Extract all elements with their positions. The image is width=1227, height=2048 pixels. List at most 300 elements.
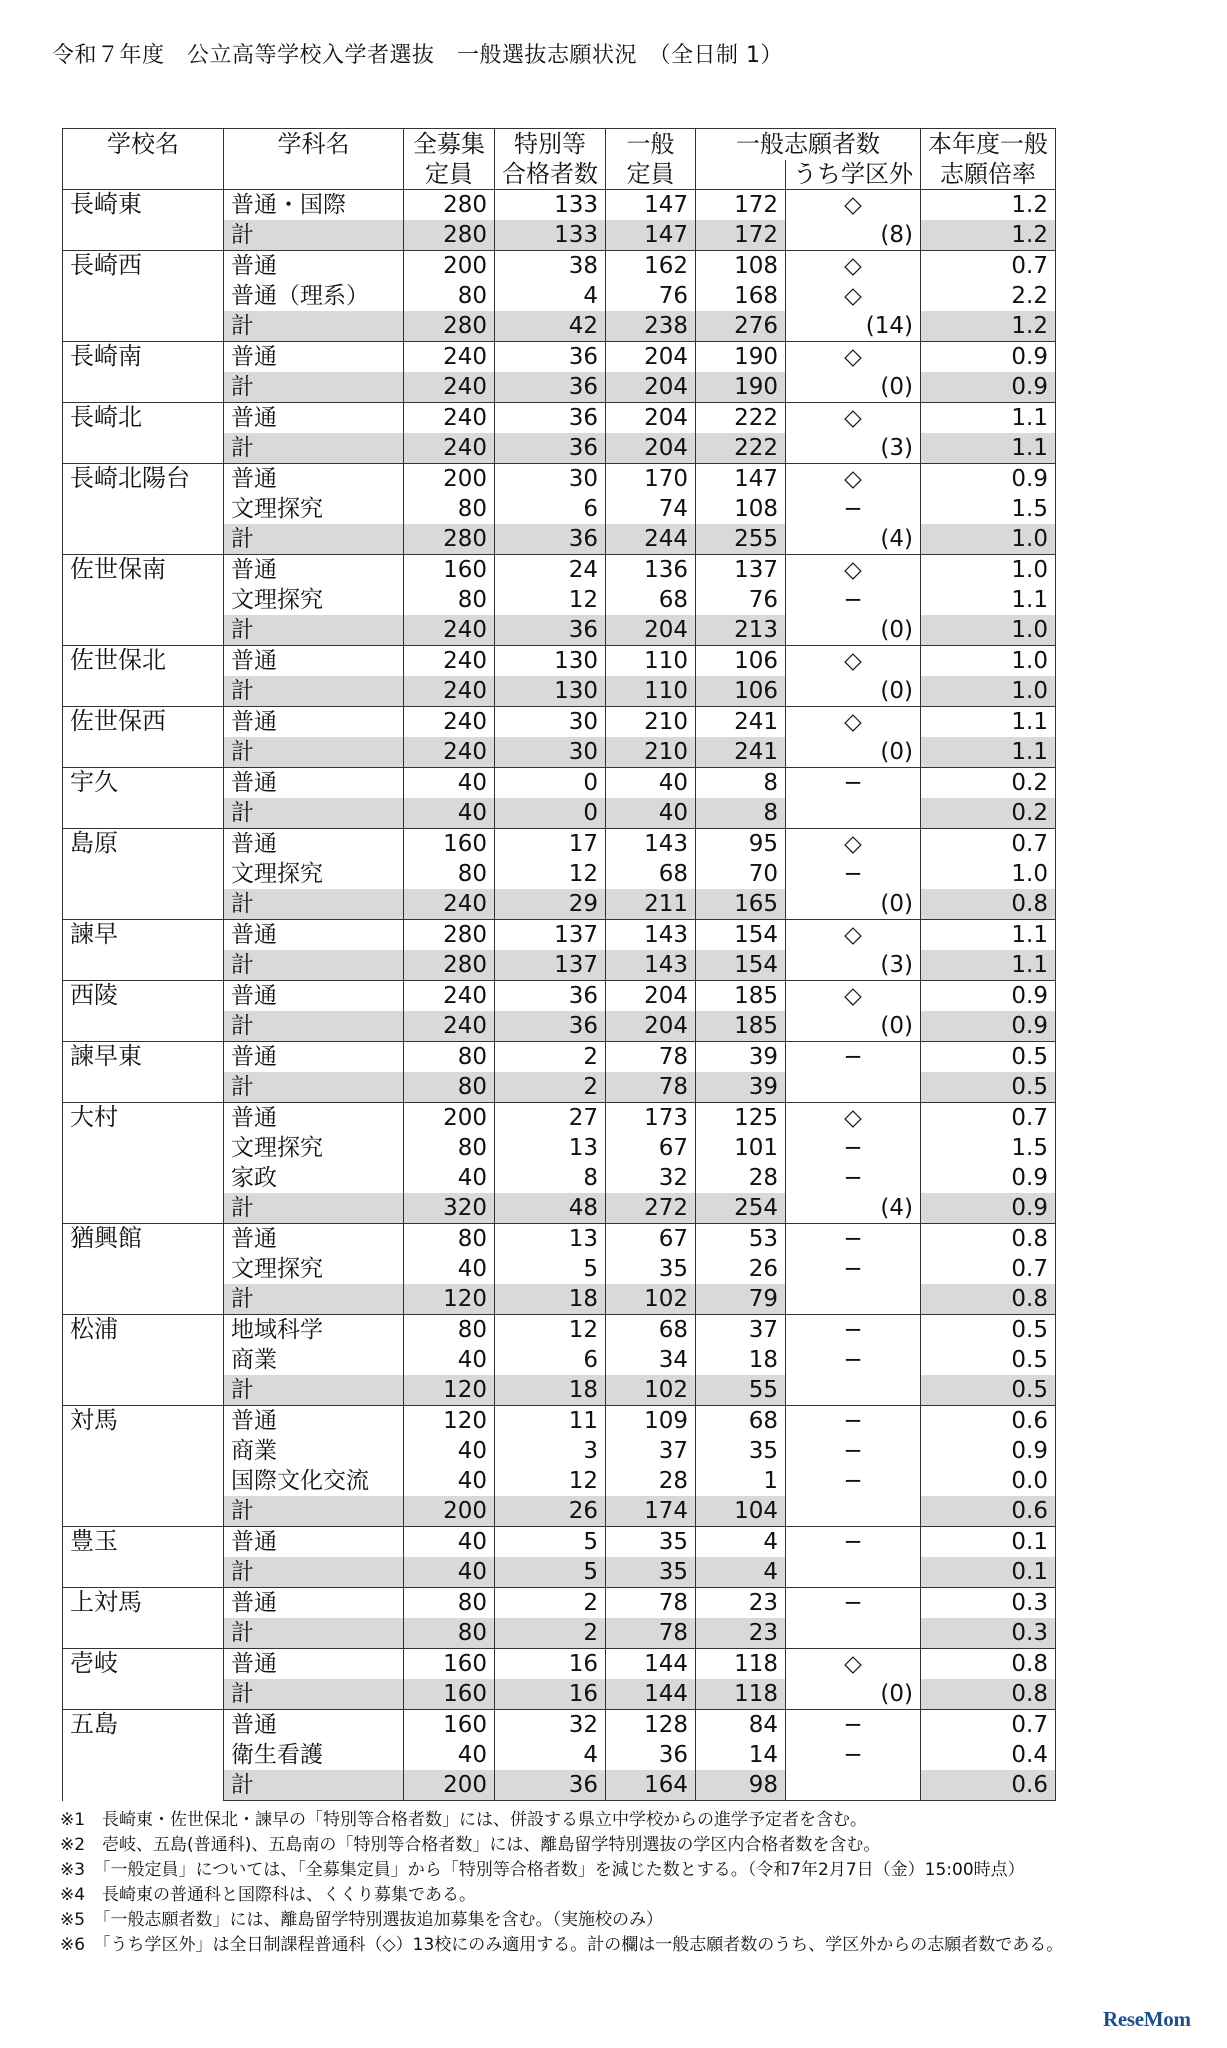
table-row <box>63 920 1056 951</box>
applicants-cell: 190 <box>696 372 786 403</box>
outside-cell: (0) <box>786 615 921 646</box>
dept-name: 普通 <box>224 920 404 951</box>
dept-name: 計 <box>224 1618 404 1649</box>
applicants-cell: 185 <box>696 981 786 1012</box>
applicants-cell: 165 <box>696 889 786 920</box>
special-cell: 137 <box>495 920 606 951</box>
table-row <box>63 1588 1056 1619</box>
general-cell: 68 <box>606 585 696 615</box>
general-cell: 68 <box>606 859 696 889</box>
outside-cell: ◇ <box>786 981 921 1012</box>
resemom-logo: ReseMom <box>1103 2007 1191 2031</box>
capacity-cell: 240 <box>404 342 495 373</box>
capacity-cell: 120 <box>404 1375 495 1406</box>
outside-cell: − <box>786 1466 921 1496</box>
header-rate: 本年度一般 <box>921 129 1056 161</box>
general-cell: 204 <box>606 1011 696 1042</box>
rate-cell: 0.7 <box>921 1103 1056 1134</box>
outside-cell <box>786 1496 921 1527</box>
applicants-cell: 68 <box>696 1406 786 1437</box>
outside-cell: (4) <box>786 524 921 555</box>
special-cell: 36 <box>495 1770 606 1801</box>
table-row <box>63 1406 1056 1437</box>
outside-cell <box>786 1557 921 1588</box>
outside-cell: ◇ <box>786 646 921 677</box>
rate-cell: 1.2 <box>921 190 1056 221</box>
dept-name: 普通 <box>224 1224 404 1255</box>
header-school-blank <box>63 160 224 190</box>
dept-name: 普通（理系） <box>224 281 404 311</box>
table-row <box>63 190 1056 221</box>
general-cell: 110 <box>606 646 696 677</box>
footnotes <box>60 1808 1063 1958</box>
special-cell: 11 <box>495 1406 606 1437</box>
rate-cell: 1.2 <box>921 311 1056 342</box>
capacity-cell: 320 <box>404 1193 495 1224</box>
school-name: 佐世保南 <box>63 555 224 646</box>
school-name: 五島 <box>63 1710 224 1801</box>
rate-cell: 0.9 <box>921 1011 1056 1042</box>
outside-cell: ◇ <box>786 342 921 373</box>
header-dept: 学科名 <box>224 129 404 161</box>
rate-cell: 0.1 <box>921 1557 1056 1588</box>
table-row <box>63 1649 1056 1680</box>
special-cell: 0 <box>495 798 606 829</box>
capacity-cell: 80 <box>404 1072 495 1103</box>
applicants-cell: 28 <box>696 1163 786 1193</box>
dept-name: 計 <box>224 1072 404 1103</box>
outside-cell: ◇ <box>786 281 921 311</box>
school-name: 長崎南 <box>63 342 224 403</box>
applicants-cell: 23 <box>696 1618 786 1649</box>
rate-cell: 0.5 <box>921 1315 1056 1346</box>
rate-cell: 0.7 <box>921 829 1056 860</box>
outside-cell: ◇ <box>786 251 921 282</box>
outside-cell: (8) <box>786 220 921 251</box>
dept-name: 普通 <box>224 342 404 373</box>
special-cell: 6 <box>495 1345 606 1375</box>
dept-name: 文理探究 <box>224 1254 404 1284</box>
capacity-cell: 280 <box>404 311 495 342</box>
applicants-cell: 108 <box>696 251 786 282</box>
dept-name: 計 <box>224 220 404 251</box>
capacity-cell: 240 <box>404 403 495 434</box>
school-name: 長崎北陽台 <box>63 464 224 555</box>
rate-cell: 0.8 <box>921 1679 1056 1710</box>
special-cell: 5 <box>495 1254 606 1284</box>
school-name: 佐世保西 <box>63 707 224 768</box>
outside-cell: − <box>786 1740 921 1770</box>
table-row <box>63 403 1056 434</box>
school-name: 宇久 <box>63 768 224 829</box>
dept-name: 計 <box>224 1193 404 1224</box>
special-cell: 36 <box>495 981 606 1012</box>
dept-name: 計 <box>224 889 404 920</box>
header-capacity: 全募集 <box>404 129 495 161</box>
rate-cell: 1.0 <box>921 676 1056 707</box>
school-name: 豊玉 <box>63 1527 224 1588</box>
general-cell: 210 <box>606 737 696 768</box>
applicants-cell: 1 <box>696 1466 786 1496</box>
dept-name: 普通 <box>224 1710 404 1741</box>
applicants-cell: 35 <box>696 1436 786 1466</box>
applicants-cell: 108 <box>696 494 786 524</box>
capacity-cell: 240 <box>404 981 495 1012</box>
special-cell: 3 <box>495 1436 606 1466</box>
general-cell: 102 <box>606 1375 696 1406</box>
capacity-cell: 40 <box>404 1254 495 1284</box>
general-cell: 32 <box>606 1163 696 1193</box>
capacity-cell: 280 <box>404 190 495 221</box>
rate-cell: 0.4 <box>921 1740 1056 1770</box>
dept-name: 計 <box>224 1496 404 1527</box>
applicants-cell: 276 <box>696 311 786 342</box>
page-title: 令和７年度 公立高等学校入学者選抜 一般選抜志願状況 （全日制 1） <box>52 43 783 68</box>
school-name: 長崎西 <box>63 251 224 342</box>
rate-cell: 0.9 <box>921 1436 1056 1466</box>
rate-cell: 0.9 <box>921 342 1056 373</box>
outside-cell: ◇ <box>786 190 921 221</box>
table-row <box>63 1042 1056 1073</box>
special-cell: 2 <box>495 1042 606 1073</box>
general-cell: 78 <box>606 1618 696 1649</box>
capacity-cell: 40 <box>404 798 495 829</box>
dept-name: 普通 <box>224 646 404 677</box>
rate-cell: 0.7 <box>921 251 1056 282</box>
capacity-cell: 200 <box>404 251 495 282</box>
outside-cell: − <box>786 1406 921 1437</box>
dept-name: 普通 <box>224 1649 404 1680</box>
general-cell: 147 <box>606 220 696 251</box>
rate-cell: 0.3 <box>921 1588 1056 1619</box>
general-cell: 109 <box>606 1406 696 1437</box>
general-cell: 40 <box>606 798 696 829</box>
general-cell: 143 <box>606 920 696 951</box>
special-cell: 26 <box>495 1496 606 1527</box>
general-cell: 174 <box>606 1496 696 1527</box>
outside-cell: − <box>786 1254 921 1284</box>
outside-cell: ◇ <box>786 707 921 738</box>
outside-cell: (0) <box>786 889 921 920</box>
capacity-cell: 80 <box>404 859 495 889</box>
application-status-table <box>62 128 1056 1801</box>
rate-cell: 0.9 <box>921 372 1056 403</box>
applicants-cell: 185 <box>696 1011 786 1042</box>
general-cell: 204 <box>606 981 696 1012</box>
school-name: 壱岐 <box>63 1649 224 1710</box>
general-cell: 28 <box>606 1466 696 1496</box>
dept-name: 普通 <box>224 555 404 586</box>
dept-name: 計 <box>224 950 404 981</box>
rate-cell: 1.1 <box>921 950 1056 981</box>
general-cell: 34 <box>606 1345 696 1375</box>
table-row <box>63 1103 1056 1134</box>
applicants-cell: 18 <box>696 1345 786 1375</box>
dept-name: 計 <box>224 524 404 555</box>
table-row <box>63 464 1056 495</box>
capacity-cell: 280 <box>404 920 495 951</box>
capacity-cell: 120 <box>404 1406 495 1437</box>
outside-cell: (0) <box>786 1679 921 1710</box>
header-capacity-sub: 定員 <box>404 160 495 190</box>
rate-cell: 1.0 <box>921 524 1056 555</box>
special-cell: 38 <box>495 251 606 282</box>
outside-cell <box>786 1072 921 1103</box>
special-cell: 36 <box>495 372 606 403</box>
outside-cell: − <box>786 1163 921 1193</box>
special-cell: 18 <box>495 1375 606 1406</box>
rate-cell: 1.0 <box>921 646 1056 677</box>
outside-cell: − <box>786 585 921 615</box>
outside-cell: − <box>786 1133 921 1163</box>
dept-name: 普通 <box>224 768 404 799</box>
rate-cell: 1.1 <box>921 403 1056 434</box>
footnote-2: ※2 壱岐、五島(普通科)、五島南の「特別等合格者数」には、離島留学特別選抜の学区内合格者数を含む。 <box>60 1835 881 1855</box>
dept-name: 衛生看護 <box>224 1740 404 1770</box>
applicants-cell: 125 <box>696 1103 786 1134</box>
rate-cell: 0.6 <box>921 1406 1056 1437</box>
capacity-cell: 40 <box>404 1740 495 1770</box>
applicants-cell: 222 <box>696 403 786 434</box>
dept-name: 計 <box>224 1011 404 1042</box>
header-dept-blank <box>224 160 404 190</box>
special-cell: 130 <box>495 646 606 677</box>
applicants-cell: 241 <box>696 737 786 768</box>
general-cell: 204 <box>606 403 696 434</box>
applicants-cell: 39 <box>696 1072 786 1103</box>
capacity-cell: 40 <box>404 768 495 799</box>
dept-name: 文理探究 <box>224 494 404 524</box>
capacity-cell: 80 <box>404 494 495 524</box>
rate-cell: 0.6 <box>921 1770 1056 1801</box>
header-school: 学校名 <box>63 129 224 161</box>
general-cell: 35 <box>606 1557 696 1588</box>
outside-cell <box>786 1770 921 1801</box>
applicants-cell: 172 <box>696 220 786 251</box>
capacity-cell: 240 <box>404 889 495 920</box>
school-name: 長崎北 <box>63 403 224 464</box>
table-row <box>63 981 1056 1012</box>
table-row <box>63 707 1056 738</box>
general-cell: 68 <box>606 1315 696 1346</box>
general-cell: 102 <box>606 1284 696 1315</box>
rate-cell: 0.0 <box>921 1466 1056 1496</box>
table-row <box>63 1315 1056 1346</box>
dept-name: 計 <box>224 1375 404 1406</box>
rate-cell: 0.1 <box>921 1527 1056 1558</box>
rate-cell: 0.7 <box>921 1710 1056 1741</box>
special-cell: 2 <box>495 1588 606 1619</box>
rate-cell: 0.9 <box>921 1163 1056 1193</box>
dept-name: 計 <box>224 737 404 768</box>
special-cell: 4 <box>495 1740 606 1770</box>
dept-name: 普通 <box>224 403 404 434</box>
capacity-cell: 240 <box>404 433 495 464</box>
rate-cell: 0.5 <box>921 1072 1056 1103</box>
rate-cell: 0.3 <box>921 1618 1056 1649</box>
outside-cell: − <box>786 1436 921 1466</box>
special-cell: 30 <box>495 464 606 495</box>
dept-name: 計 <box>224 372 404 403</box>
applicants-cell: 23 <box>696 1588 786 1619</box>
special-cell: 16 <box>495 1679 606 1710</box>
applicants-cell: 137 <box>696 555 786 586</box>
general-cell: 162 <box>606 251 696 282</box>
special-cell: 36 <box>495 342 606 373</box>
applicants-cell: 8 <box>696 798 786 829</box>
table-row <box>63 829 1056 860</box>
rate-cell: 1.1 <box>921 707 1056 738</box>
table-row <box>63 1224 1056 1255</box>
applicants-cell: 168 <box>696 281 786 311</box>
outside-cell: (4) <box>786 1193 921 1224</box>
applicants-cell: 26 <box>696 1254 786 1284</box>
general-cell: 74 <box>606 494 696 524</box>
special-cell: 24 <box>495 555 606 586</box>
general-cell: 35 <box>606 1527 696 1558</box>
outside-cell: (0) <box>786 1011 921 1042</box>
special-cell: 36 <box>495 1011 606 1042</box>
school-name: 諫早 <box>63 920 224 981</box>
rate-cell: 0.6 <box>921 1496 1056 1527</box>
special-cell: 4 <box>495 281 606 311</box>
table-body <box>63 190 1056 1801</box>
rate-cell: 0.8 <box>921 1284 1056 1315</box>
capacity-cell: 200 <box>404 1770 495 1801</box>
general-cell: 143 <box>606 950 696 981</box>
applicants-cell: 241 <box>696 707 786 738</box>
dept-name: 国際文化交流 <box>224 1466 404 1496</box>
special-cell: 27 <box>495 1103 606 1134</box>
special-cell: 12 <box>495 1466 606 1496</box>
dept-name: 普通 <box>224 251 404 282</box>
rate-cell: 1.1 <box>921 585 1056 615</box>
special-cell: 12 <box>495 1315 606 1346</box>
general-cell: 143 <box>606 829 696 860</box>
outside-cell: (14) <box>786 311 921 342</box>
table-row <box>63 342 1056 373</box>
outside-cell: − <box>786 859 921 889</box>
dept-name: 計 <box>224 676 404 707</box>
dept-name: 計 <box>224 1679 404 1710</box>
capacity-cell: 240 <box>404 1011 495 1042</box>
header-special-sub: 合格者数 <box>495 160 606 190</box>
capacity-cell: 80 <box>404 1315 495 1346</box>
outside-cell: − <box>786 1588 921 1619</box>
dept-name: 地域科学 <box>224 1315 404 1346</box>
applicants-cell: 79 <box>696 1284 786 1315</box>
general-cell: 128 <box>606 1710 696 1741</box>
dept-name: 計 <box>224 433 404 464</box>
special-cell: 30 <box>495 707 606 738</box>
special-cell: 30 <box>495 737 606 768</box>
capacity-cell: 160 <box>404 555 495 586</box>
general-cell: 76 <box>606 281 696 311</box>
rate-cell: 0.9 <box>921 981 1056 1012</box>
rate-cell: 0.5 <box>921 1042 1056 1073</box>
dept-name: 普通 <box>224 1588 404 1619</box>
table-row <box>63 1710 1056 1741</box>
footnote-4: ※4 長崎東の普通科と国際科は、くくり募集である。 <box>60 1885 477 1905</box>
general-cell: 136 <box>606 555 696 586</box>
outside-cell: (0) <box>786 737 921 768</box>
applicants-cell: 106 <box>696 646 786 677</box>
general-cell: 204 <box>606 342 696 373</box>
outside-cell: (0) <box>786 372 921 403</box>
dept-name: 普通・国際 <box>224 190 404 221</box>
outside-cell <box>786 798 921 829</box>
dept-name: 計 <box>224 311 404 342</box>
capacity-cell: 40 <box>404 1557 495 1588</box>
general-cell: 204 <box>606 433 696 464</box>
school-name: 島原 <box>63 829 224 920</box>
outside-cell: (0) <box>786 676 921 707</box>
special-cell: 5 <box>495 1557 606 1588</box>
outside-cell: ◇ <box>786 403 921 434</box>
outside-cell: − <box>786 768 921 799</box>
outside-cell: ◇ <box>786 555 921 586</box>
dept-name: 普通 <box>224 981 404 1012</box>
outside-cell: ◇ <box>786 920 921 951</box>
table-row <box>63 555 1056 586</box>
capacity-cell: 40 <box>404 1163 495 1193</box>
table-row <box>63 646 1056 677</box>
applicants-cell: 70 <box>696 859 786 889</box>
applicants-cell: 154 <box>696 920 786 951</box>
special-cell: 12 <box>495 585 606 615</box>
dept-name: 商業 <box>224 1345 404 1375</box>
general-cell: 78 <box>606 1042 696 1073</box>
dept-name: 文理探究 <box>224 585 404 615</box>
special-cell: 137 <box>495 950 606 981</box>
applicants-cell: 84 <box>696 1710 786 1741</box>
applicants-cell: 55 <box>696 1375 786 1406</box>
general-cell: 164 <box>606 1770 696 1801</box>
special-cell: 2 <box>495 1618 606 1649</box>
special-cell: 2 <box>495 1072 606 1103</box>
capacity-cell: 160 <box>404 1679 495 1710</box>
special-cell: 8 <box>495 1163 606 1193</box>
capacity-cell: 240 <box>404 676 495 707</box>
applicants-cell: 172 <box>696 190 786 221</box>
applicants-cell: 101 <box>696 1133 786 1163</box>
dept-name: 普通 <box>224 707 404 738</box>
applicants-cell: 53 <box>696 1224 786 1255</box>
dept-name: 普通 <box>224 1042 404 1073</box>
footnote-1: ※1 長崎東・佐世保北・諫早の「特別等合格者数」には、併設する県立中学校からの進学予定者を含む。 <box>60 1810 868 1830</box>
applicants-cell: 222 <box>696 433 786 464</box>
outside-cell: − <box>786 1042 921 1073</box>
applicants-cell: 154 <box>696 950 786 981</box>
special-cell: 6 <box>495 494 606 524</box>
rate-cell: 1.0 <box>921 555 1056 586</box>
rate-cell: 0.2 <box>921 798 1056 829</box>
general-cell: 211 <box>606 889 696 920</box>
applicants-cell: 254 <box>696 1193 786 1224</box>
dept-name: 文理探究 <box>224 859 404 889</box>
rate-cell: 1.0 <box>921 615 1056 646</box>
dept-name: 計 <box>224 798 404 829</box>
general-cell: 204 <box>606 615 696 646</box>
outside-cell: − <box>786 1315 921 1346</box>
rate-cell: 1.1 <box>921 737 1056 768</box>
outside-cell: (3) <box>786 950 921 981</box>
capacity-cell: 240 <box>404 737 495 768</box>
capacity-cell: 80 <box>404 1224 495 1255</box>
school-name: 大村 <box>63 1103 224 1224</box>
special-cell: 5 <box>495 1527 606 1558</box>
table-row <box>63 1527 1056 1558</box>
